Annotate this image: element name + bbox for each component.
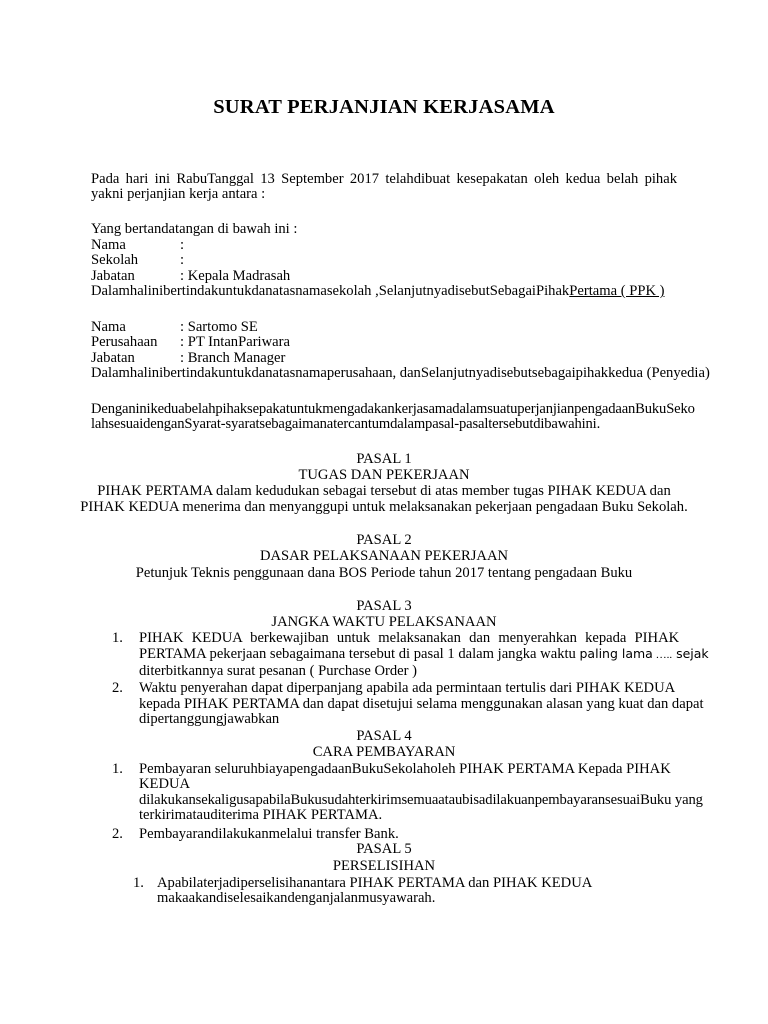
- pasal4-subheading: CARA PEMBAYARAN: [312, 744, 456, 760]
- pasal3-heading: PASAL 3: [356, 598, 412, 614]
- value: :: [180, 252, 185, 269]
- pasal1-line: PIHAK PERTAMA dalam kedudukan sebagai tersebut di atas member tugas PIHAK KEDUA dan: [97, 483, 671, 499]
- item-line: kepada PIHAK PERTAMA dan dapat disetujui selama menggunakan alasan yang kuat dan dapat: [139, 695, 704, 712]
- list-item: [112, 630, 709, 679]
- party2-statement: Dalamhalinibertindakuntukdanatasnamaperusahaan, danSelanjutnyadisebutsebagaipihakkedua (Penyedia): [91, 365, 710, 382]
- party1-details: [91, 238, 677, 300]
- pasal2-heading: PASAL 2: [356, 532, 412, 548]
- pasal3-subheading: JANGKA WAKTU PELAKSANAAN: [271, 614, 497, 630]
- party1-school-row: [91, 253, 677, 268]
- item-line: diterbitkannya surat pesanan ( Purchase Order ): [139, 662, 417, 679]
- pasal4-heading: PASAL 4: [356, 728, 412, 744]
- pasal1-heading: PASAL 1: [356, 451, 412, 467]
- party1-position-row: [91, 269, 677, 284]
- label: Nama: [91, 319, 126, 335]
- item-number: 1.: [112, 761, 123, 777]
- label: Perusahaan: [91, 334, 158, 351]
- value: : PT IntanPariwara: [180, 334, 290, 351]
- item-line: [139, 646, 709, 663]
- party2-name-row: [91, 320, 677, 335]
- item-line: dilakukansekaligusapabilaBukusudahterkirimsemuaataubisadilakuanpembayaransesuaiBuku yang: [139, 791, 703, 808]
- party1-role-underlined: Pertama ( PPK ): [569, 283, 665, 300]
- item-line-sans: paling lama: [579, 646, 653, 662]
- pasal5-list: [133, 876, 678, 907]
- party2-company-row: [91, 335, 677, 350]
- value: : Kepala Madrasah: [180, 267, 291, 284]
- item-number: 2.: [112, 825, 123, 842]
- list-item: [112, 827, 678, 842]
- intro-paragraph: Pada hari ini RabuTanggal 13 September 2017 telahdibuat kesepakatan oleh kedua belah pihak yakni perjanjian kerja antara :: [91, 171, 677, 203]
- list-item: [112, 761, 703, 824]
- pasal4-list: [112, 761, 703, 842]
- party1-name-row: [91, 238, 677, 253]
- value: : Branch Manager: [180, 349, 286, 366]
- agreement-line: DenganinikeduabelahpihaksepakatuntukmengadakankerjasamadalamsuatuperjanjianpengadaanBukuSeko: [91, 401, 695, 417]
- pasal3-list: [112, 630, 709, 728]
- item-line-end: sejak: [672, 646, 709, 662]
- item-number: 1.: [112, 630, 123, 646]
- item-line: dipertanggungjawabkan: [139, 711, 280, 728]
- undersigned-line: Yang bertandatangan di bawah ini :: [91, 221, 298, 237]
- pasal5-subheading: PERSELISIHAN: [332, 858, 436, 874]
- pasal2-line: Petunjuk Teknis penggunaan dana BOS Periode tahun 2017 tentang pengadaan Buku: [135, 565, 633, 581]
- party1-statement-text: Dalamhalinibertindakuntukdanatasnamasekolah ,SelanjutnyadisebutSebagaiPihak: [91, 283, 570, 300]
- item-line: PIHAK KEDUA berkewajiban untuk melaksanakan dan menyerahkan kepada PIHAK: [139, 630, 680, 646]
- pasal5-heading: PASAL 5: [356, 841, 412, 857]
- pasal1-line: PIHAK KEDUA menerima dan menyanggupi untuk melaksanakan pekerjaan pengadaan Buku Sekolah.: [80, 499, 688, 515]
- pasal1-subheading: TUGAS DAN PEKERJAAN: [298, 467, 470, 483]
- list-item: [112, 680, 704, 728]
- agreement-line: lahsesuaidenganSyarat-syaratsebagaimanatercantumdalampasal-pasaltersebutdibawahini.: [91, 416, 601, 433]
- label: Sekolah: [91, 252, 139, 269]
- item-line: makaakandiselesaikandenganjalanmusyawarah.: [157, 890, 436, 907]
- value: : Sartomo SE: [180, 319, 258, 335]
- item-line: Waktu penyerahan dapat diperpanjang apabila ada permintaan tertulis dari PIHAK KEDUA: [139, 680, 676, 697]
- document-title: SURAT PERJANJIAN KERJASAMA: [213, 96, 555, 118]
- label: Jabatan: [91, 349, 135, 366]
- value: :: [180, 237, 185, 253]
- item-line: KEDUA: [139, 776, 191, 793]
- label: Jabatan: [91, 267, 135, 284]
- item-line: terkirimatauditerima PIHAK PERTAMA.: [139, 807, 383, 824]
- label: Nama: [91, 237, 126, 253]
- list-item: [133, 876, 678, 907]
- party2-position-row: [91, 351, 677, 366]
- agreement-paragraph: [91, 401, 695, 433]
- item-number: 2.: [112, 680, 123, 697]
- pasal2-subheading: DASAR PELAKSANAAN PEKERJAAN: [259, 548, 509, 564]
- party1-statement: [91, 284, 677, 299]
- item-number: 1.: [133, 875, 144, 891]
- item-line: Pembayarandilakukanmelalui transfer Bank.: [139, 825, 399, 842]
- item-line: Apabilaterjadiperselisihanantara PIHAK PERTAMA dan PIHAK KEDUA: [157, 875, 593, 891]
- item-line: Pembayaran seluruhbiayapengadaanBukuSekolaholeh PIHAK PERTAMA Kepada PIHAK: [139, 761, 671, 777]
- party2-details: [91, 319, 710, 382]
- item-line-dots: …..: [652, 649, 673, 662]
- item-line-text: PERTAMA pekerjaan sebagaimana tersebut di pasal 1 dalam jangka waktu: [139, 646, 580, 663]
